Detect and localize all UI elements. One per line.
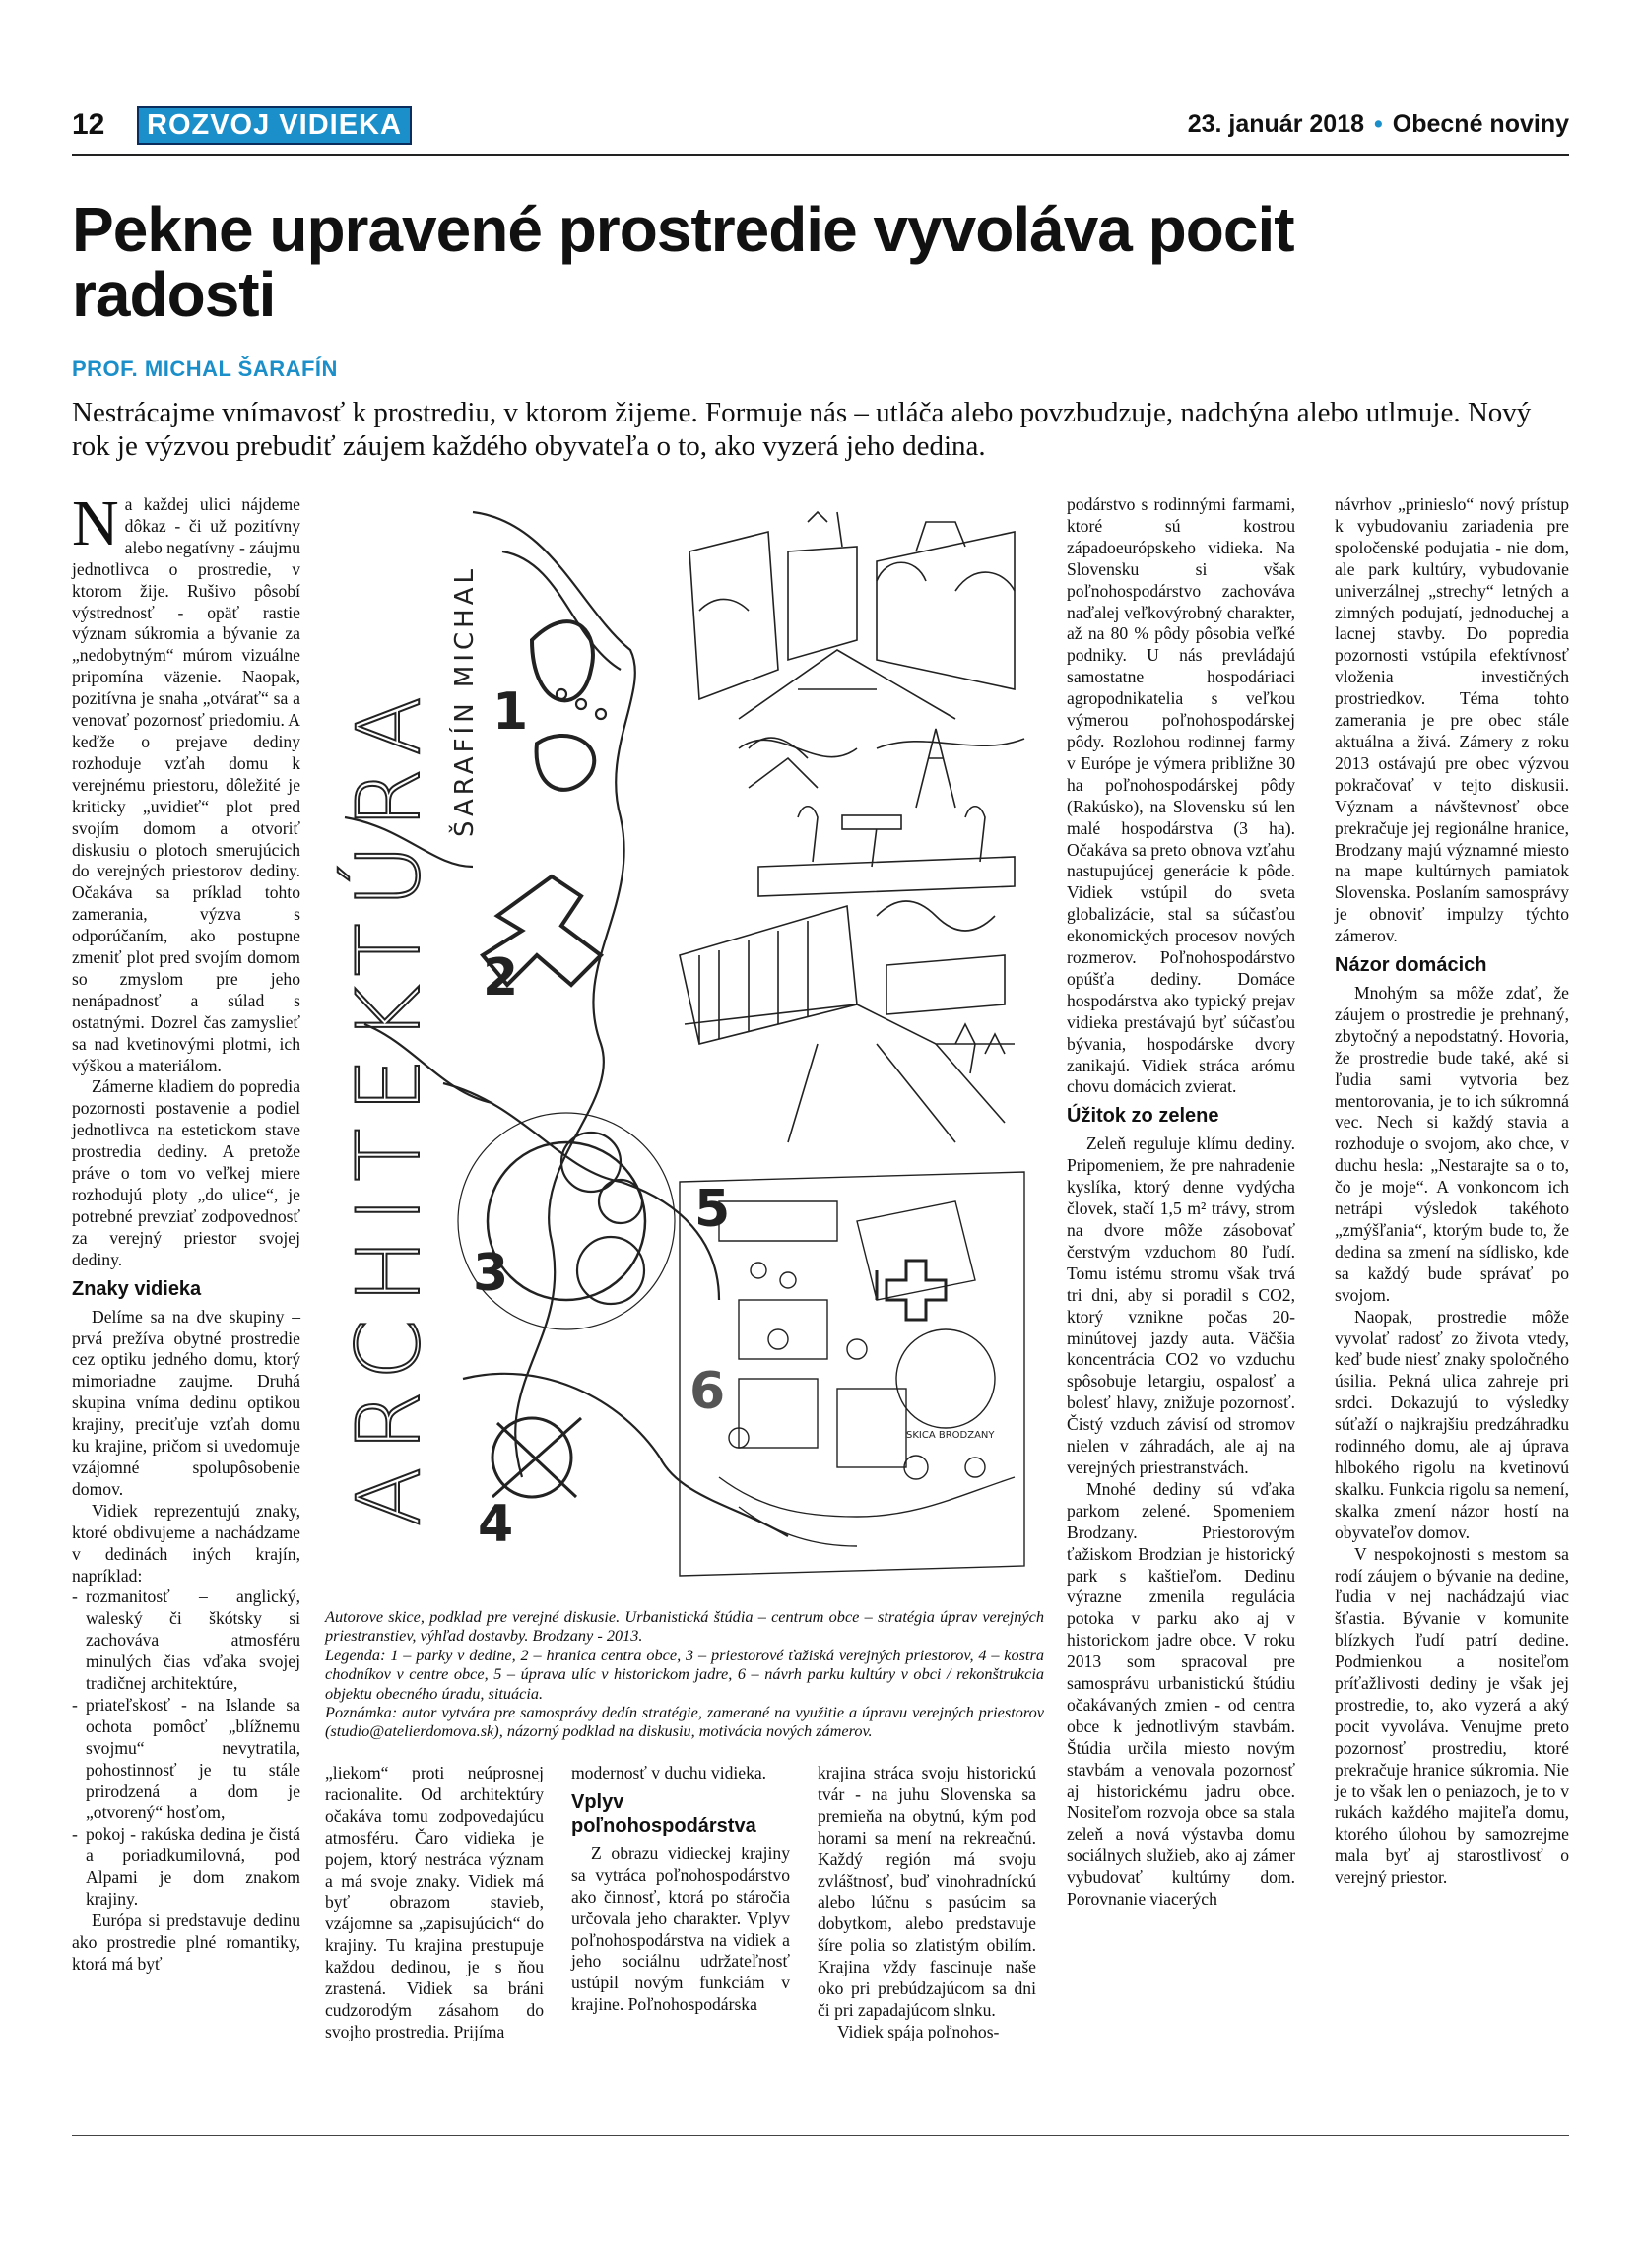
legend-number: 6 bbox=[689, 1362, 726, 1421]
drop-cap: N bbox=[72, 487, 119, 559]
sketch-author: ŠARAFÍN MICHAL bbox=[450, 565, 480, 837]
paragraph: Európa si predstavuje dedinu ako prostredie plné romantiky, ktorá má byť bbox=[72, 1911, 300, 1974]
paragraph: Zeleň reguluje klímu dediny. Pripomeniem, že pre nahradenie kyslíka, ktorý denne vydýcha človek, stačí 1,5 m² trávy, strom na dvore môže zásobovať čerstvým vzduchom 80 ľudí. Tomu istému stromu však trvá tri dni, aby si poradil s CO2, ktorý vznikne počas 20-minútovej jazdy auta. Väčšia koncentrácia CO2 vo vzduchu spôsobuje letargiu, ospalosť a bolesť hlavy, znižuje pozornosť. Čistý vzduch závisí od stromov nielen v záhradách, ale aj na verejných priestranstvách. bbox=[1067, 1134, 1295, 1477]
paragraph: krajina stráca svoju historickú tvár - na juhu Slovenska sa premieňa na obytnú, kým pod horami sa mení na rekreačnú. Každý región má svoju zvláštnosť, buď vinohradníckú alebo lúčnu s pasúcim sa dobytkom, alebo predstavuje šíre polia so zlatistým obilím. Krajina vždy fascinuje naše oko pri prebúdzajúcom sa dni či pri zapadajúcom slnku. bbox=[818, 1763, 1036, 2020]
paragraph: podárstvo s rodinnými farmami, ktoré sú kostrou západoeurópskeho vidieka. Na Slovensku si však poľnohospodárstvo zachováva naďalej veľkovýrobný charakter, až na 80 % pôdy pôsobia veľké podniky. U nás prevládajú samostatne hospodáriaci agropodnikatelia s veľkou výmerou poľnohospodárskej pôdy. Rozlohou rodinnej farmy v Európe je výmera približne 30 ha poľnohospodárskej pôdy (Rakúsko), na Slovensku sú len malé hospodárstva (3 ha). Očakáva sa preto obnova vzťahu nastupujúcej generácie k pôde. Vidiek vstúpil do sveta globalizácie, stal sa súčasťou ekonomických procesov nových rozmerov. Poľnohospodárstvo opúšťa dediny. Domáce hospodárstva ako typický prejav vidieka prestávajú byť súčasťou bývania, hospodárske dvory zanikajú. Vidiek stráca arómu chovu domácich zvierat. bbox=[1067, 494, 1295, 1097]
paragraph: Zámerne kladiem do popredia pozornosti postavenie a podiel jednotlivca na estetickom stave prostredia dediny. A pretože práve o tom vo veľkej miere rozhodujú ploty „do ulice“, je potrebné prevziať zodpovednosť za verejný priestor svojej dediny. bbox=[72, 1076, 300, 1269]
article-author: PROF. MICHAL ŠARAFÍN bbox=[72, 356, 338, 381]
paragraph: Naopak, prostredie môže vyvolať radosť zo života vtedy, keď bude niesť znaky spoločného úsilia. Pekná ulica zahreje pri srdci. Dokazujú to výsledky súťaží o najkrajšiu predzáhradku rodinného domu, ale aj úprava hlbokého rigolu na kvetinovú skalku. Funkcia rigolu sa nemení, skalka zmení názor hostí na obyvateľov domov. bbox=[1335, 1306, 1569, 1542]
page-number: 12 bbox=[72, 108, 105, 141]
paragraph: „liekom“ proti neúprosnej racionalite. Od architektúry očakáva tomu zodpovedajúcu atmosféru. Čaro vidieka je pojem, ktorý nestráca význam a má svoje znaky. Vidiek má byť obrazom stavieb, vzájomne sa „zapisujúcich“ do krajiny. Tu krajina prestupuje každou dedinou, je s ňou zrastená. Vidiek sa bráni cudzorodým zásahom do svojho prostredia. Prijíma bbox=[325, 1763, 544, 2041]
paragraph: Vidiek reprezentujú znaky, ktoré obdivujeme a nachádzame v dedinách iných krajín, napríklad: bbox=[72, 1500, 300, 1586]
paragraph: Z obrazu vidieckej krajiny sa vytráca poľnohospodárstvo ako činnosť, ktorá po stáročia určovala jeho charakter. Vplyv poľnohospodárstva na vidiek a jeho sociálnu udržateľnosť ustúpil novým funkciám v krajine. Poľnohospodárska bbox=[571, 1843, 790, 2015]
separator-bullet: • bbox=[1374, 110, 1383, 138]
column-3 bbox=[571, 1763, 790, 2016]
header-rule bbox=[72, 154, 1569, 156]
column-4 bbox=[818, 1763, 1036, 2043]
caption-legend: Legenda: 1 – parky v dedine, 2 – hranica centra obce, 3 – priestorové ťažiská verejných priestorov, 4 – kostra chodníkov v centre obce, 5 – úprava ulíc v historickom jadre, 6 – návrh parku kultúry v obci / rekonštrukcia objektu obecného úradu, situácia. bbox=[325, 1645, 1044, 1703]
column-5 bbox=[1067, 494, 1295, 1911]
paragraph: modernosť v duchu vidieka. bbox=[571, 1763, 767, 1782]
figure-caption bbox=[325, 1607, 1044, 1741]
legend-number: 1 bbox=[492, 682, 529, 742]
paragraph: Vidiek spája poľnohos- bbox=[837, 2021, 1000, 2041]
footer-rule bbox=[72, 2135, 1569, 2136]
legend-number: 4 bbox=[478, 1495, 514, 1554]
column-1 bbox=[72, 487, 300, 1976]
legend-number: 2 bbox=[483, 948, 519, 1007]
article-lead: Nestrácajme vnímavosť k prostrediu, v ktorom žijeme. Formuje nás – utláča alebo povzbudzuje, nadchýna alebo utlmuje. Nový rok je výzvou prebudiť záujem každého obyvateľa o to, ako vyzerá jeho dedina. bbox=[72, 397, 1532, 462]
paragraph: návrhov „prinieslo“ nový prístup k vybudovaniu zariadenia pre spoločenské podujatia - nie dom, ale park kultúry, vybudovanie univerzálnej „strechy“ letných a zimných podujatí, jednoduchej a lacnej stavby. Do popredia pozornosti vstúpila efektívnosť vloženia investičných prostriedkov. Téma tohto zamerania je pre obec stále aktuálna a živá. Zámery z roku 2013 ostávajú pre obec výzvou pokračovať v tejto diskusii. Význam a návštevnosť obce prekračuje jej regionálne hranice, Brodzany majú významné miesto na mape kultúrnych pamiatok Slovenska. Poslaním samosprávy je obnoviť impulzy týchto zámerov. bbox=[1335, 494, 1569, 946]
publication-name: Obecné noviny bbox=[1392, 110, 1569, 138]
list-item: - pokoj - rakúska dedina je čistá a poriadkumilovná, pod Alpami je dom znakom krajiny. bbox=[72, 1824, 300, 1911]
page-header bbox=[72, 106, 1569, 144]
section-label: ROZVOJ VIDIEKA bbox=[137, 106, 412, 145]
architecture-sketch-figure bbox=[325, 492, 1044, 1595]
paragraph: Delíme sa na dve skupiny – prvá prežíva obytné prostredie cez optiku jedného domu, ktorý mimoriadne zaujme. Druhá skupina vníma dedinu optikou krajiny, preciťuje vzťah domu ku krajine, pričom si uvedomuje vzájomné spolupôsobenie domov. bbox=[72, 1306, 300, 1499]
subheading: Názor domácich bbox=[1335, 954, 1487, 977]
subheading: Úžitok zo zelene bbox=[1067, 1105, 1219, 1128]
paragraph: Mnohé dediny sú vďaka parkom zelené. Spomeniem Brodzany. Priestorovým ťažiskom Brodzian je historický park s kaštieľom. Dedinu výrazne zmenila regulácia potoka v parku ako aj v historickom jadre obce. V roku 2013 som spracoval pre samosprávu urbanistickú štúdiu očakávaných zmien - od centra obce k jednotlivým stavbám. Štúdia určila miesto novým stavbám a venovala pozornosť aj historickému jadru obce. Nositeľom rozvoja obce sa stala zeleň a nová výstavba domu sociálnych služieb, ako aj zámer vybudovať kultúrny dom. Porovnanie viacerých bbox=[1067, 1478, 1295, 1910]
caption-description: Autorove skice, podklad pre verejné diskusie. Urbanistická štúdia – centrum obce – stratégia úprav verejných priestranstiev, výhľad dostavby. Brodzany - 2013. bbox=[325, 1607, 1044, 1646]
paragraph: V nespokojnosti s mestom sa rodí záujem o bývanie na dedine, ľudia v nej nachádzajú viac šťastia. Bývanie v komunite blízkych ľudí patrí dedine. Podmienkou a nositeľom príťažlivosti dediny je však jej prostredie, to, ako vyzerá a aký pocit vyvoláva. Venujme preto pozornosť prostrediu, ktoré prekračuje hranice súkromia. Nie je to však len o peniazoch, je to v rukách každého majiteľa domu, ktorého úlohou by samozrejme mala byť aj starostlivosť o verejný priestor. bbox=[1335, 1543, 1569, 1888]
issue-date: 23. január 2018 bbox=[1187, 110, 1365, 138]
subheading: Znaky vidieka bbox=[72, 1277, 202, 1300]
article-title: Pekne upravené prostredie vyvoláva pocit radosti bbox=[72, 194, 1294, 330]
column-2 bbox=[325, 1763, 544, 2043]
list-item: - rozmanitosť – anglický, waleský či škótsky si zachováva atmosféru minulých čias vďaka svojej tradičnej architektúre, bbox=[72, 1587, 300, 1695]
issue-info bbox=[1188, 110, 1569, 139]
paragraph: Na každej ulici nájdeme dôkaz - či už pozitívny alebo negatívny - záujmu jednotlivca o prostredie, v ktorom žije. Rušivo pôsobí výstrednosť - opäť rastie význam súkromia a bývanie za „nedobytným“ múrom vizuálne pripomína väzenie. Naopak, pozitívna je snaha „otvárať“ sa a venovať pozornosť priedomiu. A keďže o prejave dediny rozhoduje vzťah domu k verejnému priestoru, dôležité je kriticky „uvidieť“ plot pred svojím domom a otvoriť diskusiu o plotoch smerujúcich do verejných priestorov dediny. Očakáva sa príklad tohto zamerania, výzva s odporúčaním, ako postupne zmeniť plot pred svojím domom so zmyslom pre jeho nenápadnosť a súlad s ostatnými. Dozrel čas zamyslieť sa nad kvetinovými plotmi, ich výškou a materiálom. bbox=[72, 487, 300, 1075]
list-item: - priateľskosť - na Islande sa ochota pomôcť „blížnemu svojmu“ nevytratila, pohostinnosť je tu stále prirodzená a dom je „otvorený“ hosťom, bbox=[72, 1695, 300, 1824]
legend-number: 3 bbox=[473, 1244, 509, 1303]
subheading: Vplyv poľnohospodárstva bbox=[571, 1790, 756, 1837]
sketch-title: ARCHITEKTÚRA bbox=[338, 680, 439, 1526]
example-list bbox=[72, 1587, 300, 1911]
paragraph: Mnohým sa môže zdať, že záujem o prostredie je prehnaný, zbytočný a nepodstatný. Hovoria, že prostredie bude také, aké si ľudia sami vytvoria bez mentorovania, je to ich súkromná vec. Nech si každý stavia a rozhoduje o svojom, ako chce, v duchu hesla: „Nestarajte sa o to, čo je moje“. A vonkoncom ich netrápi výsledok takéhoto „zmýšľania“, ktorým bude to, že dedina sa zmení na sídlisko, kde sa každý bude správať po svojom. bbox=[1335, 983, 1569, 1305]
stamp-text: SKICA BRODZANY bbox=[906, 1430, 995, 1441]
legend-number: 5 bbox=[694, 1180, 731, 1239]
column-6 bbox=[1335, 494, 1569, 1889]
caption-note: Poznámka: autor vytvára pre samosprávy dedín stratégie, zamerané na využitie a úpravu verejných priestorov (studio@atelierdomova.sk), názorný podklad na diskusiu, motivácia nových zámerov. bbox=[325, 1703, 1044, 1741]
